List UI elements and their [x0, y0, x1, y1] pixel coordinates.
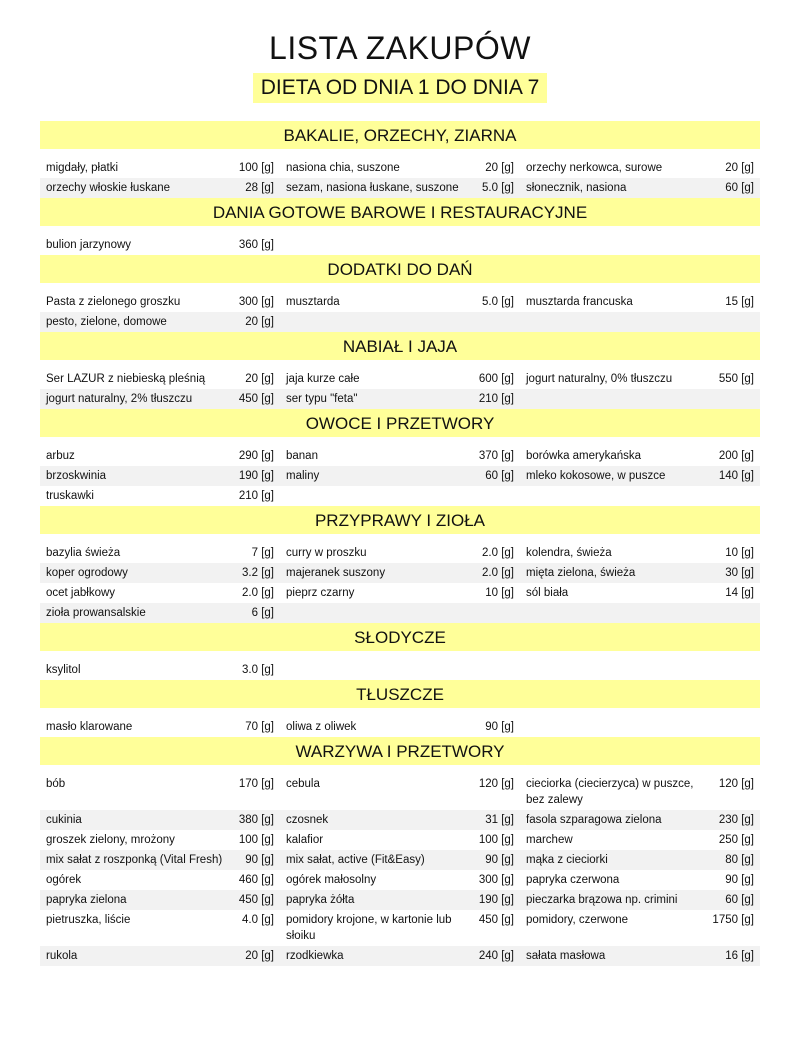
item-quantity: 5.0 [g] — [482, 296, 514, 308]
list-item — [40, 850, 280, 870]
item-quantity: 170 [g] — [238, 778, 274, 790]
table-row — [40, 178, 760, 198]
list-item — [40, 774, 280, 810]
category-header: SŁODYCZE — [40, 623, 760, 651]
table-row — [40, 603, 760, 623]
item-quantity: 2.0 [g] — [482, 547, 514, 559]
category-header: DODATKI DO DAŃ — [40, 255, 760, 283]
item-quantity: 230 [g] — [718, 814, 754, 826]
table-row — [40, 389, 760, 409]
list-item — [520, 946, 760, 966]
item-quantity: 60 [g] — [725, 894, 754, 906]
item-quantity: 380 [g] — [238, 814, 274, 826]
list-item — [280, 389, 520, 409]
list-item — [520, 543, 760, 563]
item-quantity: 20 [g] — [245, 950, 274, 962]
category-header: TŁUSZCZE — [40, 680, 760, 708]
list-item — [280, 466, 520, 486]
category-header: WARZYWA I PRZETWORY — [40, 737, 760, 765]
list-item — [280, 850, 520, 870]
item-name: koper ogrodowy — [46, 567, 128, 579]
list-item — [520, 910, 760, 946]
list-item — [520, 717, 760, 737]
item-quantity: 2.0 [g] — [242, 587, 274, 599]
item-name: musztarda francuska — [526, 296, 633, 308]
list-item — [280, 369, 520, 389]
list-item — [280, 583, 520, 603]
table-row — [40, 543, 760, 563]
item-name: rukola — [46, 950, 78, 962]
list-item — [280, 446, 520, 466]
list-item — [520, 446, 760, 466]
list-item — [40, 389, 280, 409]
item-quantity: 6 [g] — [251, 607, 274, 619]
item-quantity: 290 [g] — [238, 450, 274, 462]
item-name: fasola szparagowa zielona — [526, 814, 662, 826]
table-row — [40, 563, 760, 583]
item-name: bulion jarzynowy — [46, 239, 132, 251]
list-item — [40, 890, 280, 910]
table-row — [40, 312, 760, 332]
category-header: OWOCE I PRZETWORY — [40, 409, 760, 437]
list-item — [280, 774, 520, 810]
item-name: bazylia świeża — [46, 547, 121, 559]
table-row — [40, 466, 760, 486]
list-item — [40, 543, 280, 563]
table-row — [40, 850, 760, 870]
list-item — [520, 583, 760, 603]
item-quantity: 16 [g] — [725, 950, 754, 962]
item-quantity: 550 [g] — [718, 373, 754, 385]
shopping-list — [40, 121, 760, 966]
item-quantity: 450 [g] — [478, 914, 514, 926]
table-row — [40, 910, 760, 946]
list-item — [40, 466, 280, 486]
subtitle-wrap — [0, 73, 800, 103]
list-item — [40, 446, 280, 466]
category-spacer — [40, 283, 760, 292]
list-item — [280, 946, 520, 966]
list-item — [520, 235, 760, 255]
list-item — [520, 466, 760, 486]
item-quantity: 14 [g] — [725, 587, 754, 599]
item-quantity: 7 [g] — [251, 547, 274, 559]
item-name: cebula — [286, 778, 320, 790]
list-item — [280, 543, 520, 563]
item-name: czosnek — [286, 814, 329, 826]
item-quantity: 190 [g] — [238, 470, 274, 482]
item-quantity: 20 [g] — [245, 373, 274, 385]
item-quantity: 3.0 [g] — [242, 664, 274, 676]
list-item — [280, 890, 520, 910]
item-name: papryka żółta — [286, 894, 355, 906]
item-quantity: 90 [g] — [485, 854, 514, 866]
item-quantity: 450 [g] — [238, 894, 274, 906]
list-item — [520, 660, 760, 680]
item-name: brzoskwinia — [46, 470, 107, 482]
list-item — [40, 563, 280, 583]
list-item — [520, 830, 760, 850]
item-name: groszek zielony, mrożony — [46, 834, 175, 846]
item-name: jogurt naturalny, 0% tłuszczu — [526, 373, 673, 385]
list-item — [520, 563, 760, 583]
table-row — [40, 810, 760, 830]
table-row — [40, 486, 760, 506]
page-title: LISTA ZAKUPÓW — [269, 30, 531, 66]
item-name: bób — [46, 778, 66, 790]
list-item — [40, 235, 280, 255]
item-name: rzodkiewka — [286, 950, 344, 962]
item-quantity: 100 [g] — [238, 162, 274, 174]
item-name: pesto, zielone, domowe — [46, 316, 167, 328]
item-quantity: 10 [g] — [485, 587, 514, 599]
list-item — [280, 178, 520, 198]
list-item — [280, 603, 520, 623]
item-name: sezam, nasiona łuskane, suszone — [286, 182, 459, 194]
list-item — [40, 158, 280, 178]
item-quantity: 450 [g] — [238, 393, 274, 405]
item-name: mięta zielona, świeża — [526, 567, 636, 579]
item-quantity: 70 [g] — [245, 721, 274, 733]
item-quantity: 1750 [g] — [712, 914, 754, 926]
item-name: słonecznik, nasiona — [526, 182, 627, 194]
item-quantity: 210 [g] — [238, 490, 274, 502]
item-quantity: 5.0 [g] — [482, 182, 514, 194]
list-item — [520, 486, 760, 506]
list-item — [40, 810, 280, 830]
list-item — [280, 292, 520, 312]
item-name: ocet jabłkowy — [46, 587, 116, 599]
item-name: arbuz — [46, 450, 75, 462]
category-spacer — [40, 651, 760, 660]
table-row — [40, 890, 760, 910]
item-quantity: 15 [g] — [725, 296, 754, 308]
item-name: sól biała — [526, 587, 569, 599]
item-quantity: 28 [g] — [245, 182, 274, 194]
item-name: orzechy nerkowca, surowe — [526, 162, 663, 174]
list-item — [40, 292, 280, 312]
list-item — [40, 717, 280, 737]
category-spacer — [40, 226, 760, 235]
item-name: mix sałat z roszponką (Vital Fresh) — [46, 854, 223, 866]
category-header: DANIA GOTOWE BAROWE I RESTAURACYJNE — [40, 198, 760, 226]
category-spacer — [40, 360, 760, 369]
item-quantity: 60 [g] — [485, 470, 514, 482]
table-row — [40, 830, 760, 850]
item-name: migdały, płatki — [46, 162, 119, 174]
list-item — [520, 292, 760, 312]
item-name: ogórek — [46, 874, 82, 886]
list-item — [40, 583, 280, 603]
item-name: curry w proszku — [286, 547, 367, 559]
item-name: zioła prowansalskie — [46, 607, 146, 619]
list-item — [520, 158, 760, 178]
item-quantity: 140 [g] — [718, 470, 754, 482]
table-row — [40, 660, 760, 680]
category-spacer — [40, 534, 760, 543]
page-subtitle: DIETA OD DNIA 1 DO DNIA 7 — [253, 73, 548, 103]
item-name: musztarda — [286, 296, 340, 308]
item-quantity: 120 [g] — [478, 778, 514, 790]
item-quantity: 600 [g] — [478, 373, 514, 385]
list-item — [280, 810, 520, 830]
category-spacer — [40, 765, 760, 774]
item-quantity: 20 [g] — [245, 316, 274, 328]
list-item — [520, 870, 760, 890]
list-item — [280, 486, 520, 506]
item-name: masło klarowane — [46, 721, 133, 733]
item-quantity: 460 [g] — [238, 874, 274, 886]
item-name: ogórek małosolny — [286, 874, 377, 886]
item-name: ser typu "feta" — [286, 393, 358, 405]
category-spacer — [40, 149, 760, 158]
list-item — [520, 890, 760, 910]
list-item — [280, 158, 520, 178]
table-row — [40, 946, 760, 966]
item-name: papryka czerwona — [526, 874, 620, 886]
item-name: nasiona chia, suszone — [286, 162, 400, 174]
list-item — [40, 830, 280, 850]
item-name: pomidory krojone, w kartonie lub słoiku — [286, 914, 452, 942]
category-header: BAKALIE, ORZECHY, ZIARNA — [40, 121, 760, 149]
category-spacer — [40, 708, 760, 717]
table-row — [40, 292, 760, 312]
list-item — [520, 389, 760, 409]
item-quantity: 300 [g] — [238, 296, 274, 308]
list-item — [280, 235, 520, 255]
item-name: marchew — [526, 834, 573, 846]
item-quantity: 250 [g] — [718, 834, 754, 846]
category-spacer — [40, 437, 760, 446]
item-name: sałata masłowa — [526, 950, 606, 962]
list-item — [40, 603, 280, 623]
item-name: pieprz czarny — [286, 587, 355, 599]
item-quantity: 200 [g] — [718, 450, 754, 462]
list-item — [40, 946, 280, 966]
list-item — [40, 660, 280, 680]
item-quantity: 120 [g] — [718, 778, 754, 790]
category-header: NABIAŁ I JAJA — [40, 332, 760, 360]
item-quantity: 60 [g] — [725, 182, 754, 194]
list-item — [520, 810, 760, 830]
list-item — [280, 910, 520, 946]
list-item — [520, 369, 760, 389]
table-row — [40, 583, 760, 603]
table-row — [40, 235, 760, 255]
table-row — [40, 774, 760, 810]
item-quantity: 10 [g] — [725, 547, 754, 559]
list-item — [280, 660, 520, 680]
item-quantity: 31 [g] — [485, 814, 514, 826]
item-quantity: 2.0 [g] — [482, 567, 514, 579]
item-name: Ser LAZUR z niebieską pleśnią — [46, 373, 206, 385]
list-item — [520, 603, 760, 623]
item-quantity: 90 [g] — [485, 721, 514, 733]
list-item — [40, 312, 280, 332]
item-name: cieciorka (ciecierzyca) w puszce, bez zalewy — [526, 778, 694, 806]
item-name: mix sałat, active (Fit&Easy) — [286, 854, 425, 866]
item-name: truskawki — [46, 490, 94, 502]
item-name: maliny — [286, 470, 320, 482]
list-item — [280, 312, 520, 332]
item-name: jaja kurze całe — [286, 373, 360, 385]
list-item — [40, 369, 280, 389]
item-name: pieczarka brązowa np. crimini — [526, 894, 678, 906]
list-item — [520, 312, 760, 332]
table-row — [40, 369, 760, 389]
item-name: pietruszka, liście — [46, 914, 131, 926]
list-item — [280, 717, 520, 737]
item-quantity: 100 [g] — [478, 834, 514, 846]
item-name: pomidory, czerwone — [526, 914, 629, 926]
item-quantity: 4.0 [g] — [242, 914, 274, 926]
list-item — [280, 830, 520, 850]
item-name: cukinia — [46, 814, 82, 826]
item-quantity: 3.2 [g] — [242, 567, 274, 579]
item-name: orzechy włoskie łuskane — [46, 182, 171, 194]
item-name: borówka amerykańska — [526, 450, 642, 462]
list-item — [40, 870, 280, 890]
item-name: banan — [286, 450, 318, 462]
list-item — [40, 486, 280, 506]
item-quantity: 90 [g] — [725, 874, 754, 886]
item-quantity: 240 [g] — [478, 950, 514, 962]
item-quantity: 80 [g] — [725, 854, 754, 866]
item-name: mąka z cieciorki — [526, 854, 608, 866]
item-quantity: 370 [g] — [478, 450, 514, 462]
category-header: PRZYPRAWY I ZIOŁA — [40, 506, 760, 534]
item-name: jogurt naturalny, 2% tłuszczu — [46, 393, 193, 405]
item-name: majeranek suszony — [286, 567, 386, 579]
list-item — [520, 850, 760, 870]
list-item — [520, 774, 760, 810]
item-quantity: 90 [g] — [245, 854, 274, 866]
item-quantity: 360 [g] — [238, 239, 274, 251]
table-row — [40, 717, 760, 737]
list-item — [280, 563, 520, 583]
item-name: ksylitol — [46, 664, 81, 676]
item-quantity: 30 [g] — [725, 567, 754, 579]
item-name: Pasta z zielonego groszku — [46, 296, 181, 308]
item-name: mleko kokosowe, w puszce — [526, 470, 666, 482]
item-quantity: 20 [g] — [485, 162, 514, 174]
list-item — [40, 910, 280, 946]
item-quantity: 100 [g] — [238, 834, 274, 846]
item-quantity: 20 [g] — [725, 162, 754, 174]
item-name: kalafior — [286, 834, 324, 846]
table-row — [40, 446, 760, 466]
item-name: kolendra, świeża — [526, 547, 612, 559]
list-item — [280, 870, 520, 890]
list-item — [40, 178, 280, 198]
item-name: papryka zielona — [46, 894, 127, 906]
item-name: oliwa z oliwek — [286, 721, 357, 733]
item-quantity: 300 [g] — [478, 874, 514, 886]
table-row — [40, 870, 760, 890]
list-item — [520, 178, 760, 198]
item-quantity: 190 [g] — [478, 894, 514, 906]
table-row — [40, 158, 760, 178]
item-quantity: 210 [g] — [478, 393, 514, 405]
